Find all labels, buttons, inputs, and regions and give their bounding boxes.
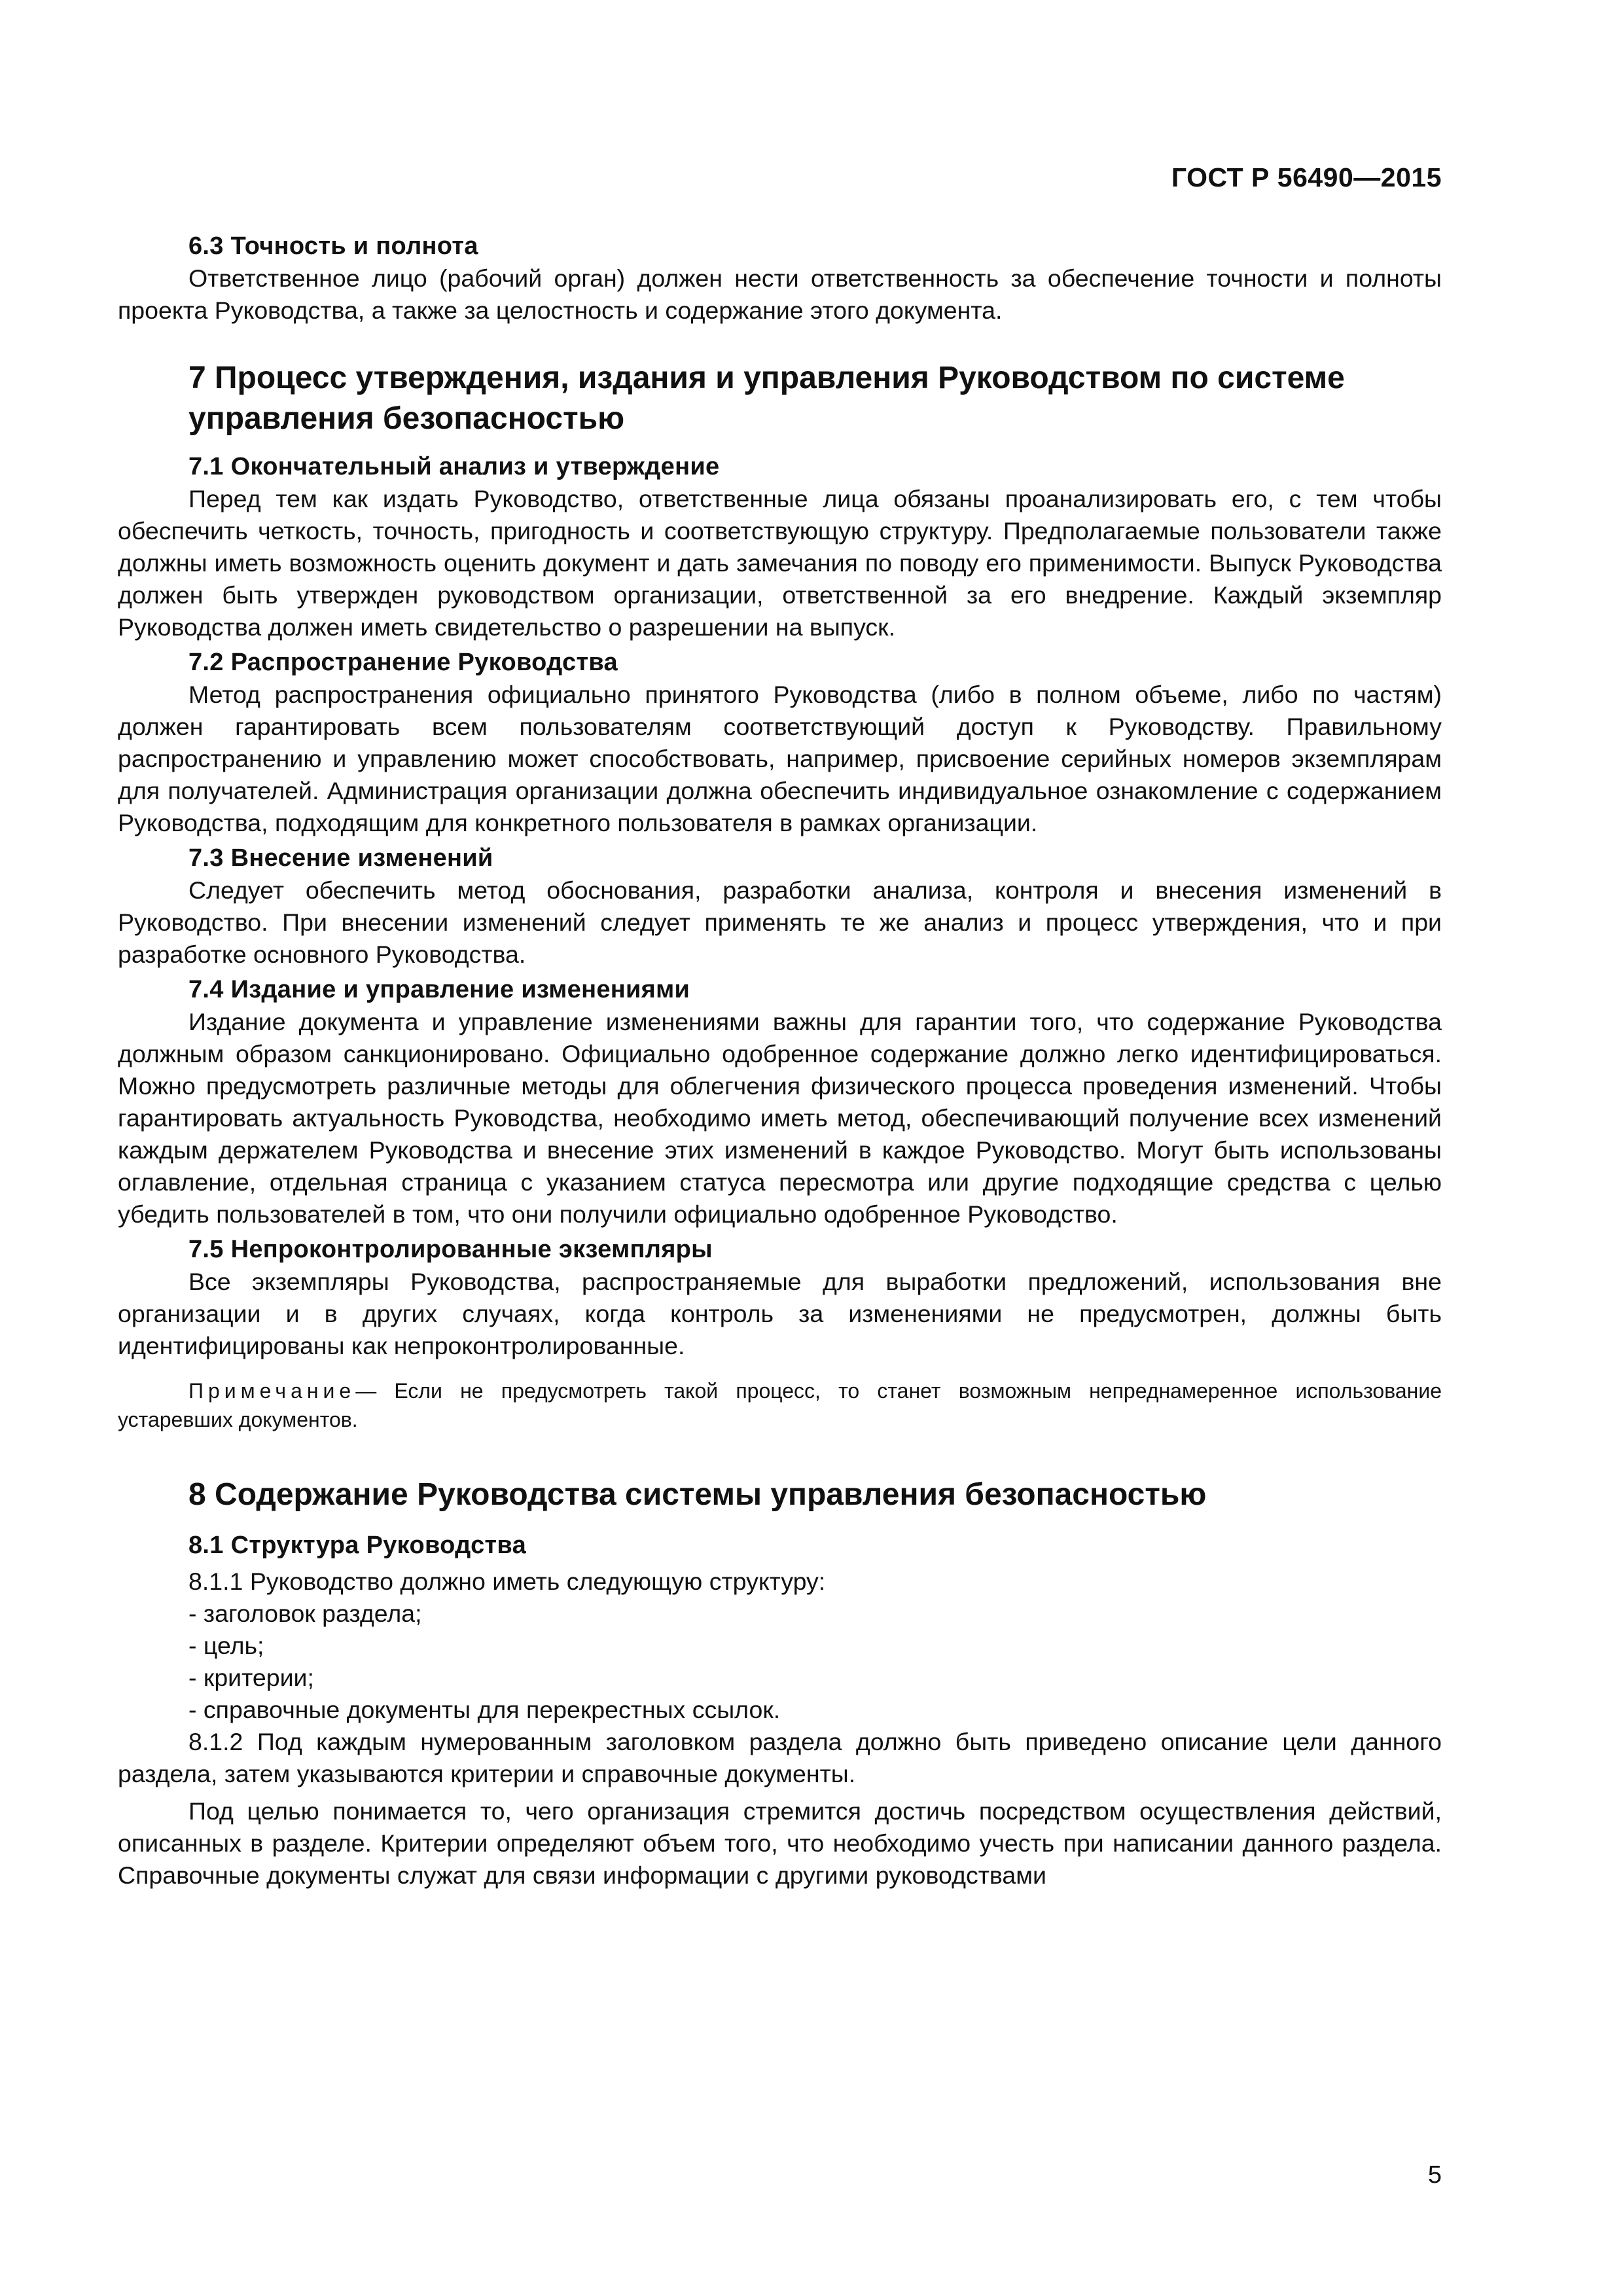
heading-7-5: 7.5 Непроконтролированные экземпляры bbox=[188, 1236, 713, 1263]
heading-8-1: 8.1 Структура Руководства bbox=[188, 1532, 527, 1559]
paragraph-7-5: Все экземпляры Руководства, распространяемые для выработки предложений, использования вне организации и в других случаях, когда контроль за изменениями не предусмотрен, должны быть идентифицированы как непроконтролированные. bbox=[118, 1268, 1442, 1359]
clause-8-1-1: 8.1.1 Руководство должно иметь следующую структуру: bbox=[188, 1568, 826, 1595]
document-page bbox=[118, 0, 1442, 2296]
paragraph-7-2: Метод распространения официально принятого Руководства (либо в полном объеме, либо по частям) должен гарантировать всем пользователям соответствующий доступ к Руководству. Правильному распространению и управлению может способствовать, например, присвоение серийных номеров экземплярам для получателей. Администрация организации должна обеспечить индивидуальное ознакомление с содержанием Руководства, подходящим для конкретного пользователя в рамках организации. bbox=[118, 681, 1442, 836]
paragraph-7-4: Издание документа и управление изменениями важны для гарантии того, что содержание Руководства должным образом санкционировано. Официально одобренное содержание должно легко идентифицироваться. Можно предусмотреть различные методы для облегчения физического процесса проведения изменений. Чтобы гарантировать актуальность Руководства, необходимо иметь метод, обеспечивающий получение всех изменений каждым держателем Руководства и внесение этих изменений в каждое Руководство. Могут быть использованы оглавление, отдельная страница с указанием статуса пересмотра или другие подходящие средства с целью убедить пользователей в том, что они получили официально одобренное Руководство. bbox=[118, 1008, 1442, 1228]
heading-7-1: 7.1 Окончательный анализ и утверждение bbox=[188, 453, 720, 480]
list-item: - критерии; bbox=[188, 1664, 314, 1691]
document-body bbox=[118, 230, 1442, 1892]
heading-7: 7 Процесс утверждения, издания и управления Руководством по системе управления безопасностью bbox=[188, 361, 1345, 436]
heading-6-3: 6.3 Точность и полнота bbox=[188, 232, 478, 260]
paragraph-7-3: Следует обеспечить метод обоснования, разработки анализа, контроля и внесения изменений в Руководство. При внесении изменений следует применять те же анализ и процесс утверждения, что и при разработке основного Руководства. bbox=[118, 876, 1442, 968]
heading-7-2: 7.2 Распространение Руководства bbox=[188, 649, 618, 676]
document-id-header: ГОСТ Р 56490—2015 bbox=[1171, 162, 1442, 192]
clause-8-1-2: 8.1.2 Под каждым нумерованным заголовком раздела должно быть приведено описание цели данного раздела, затем указываются критерии и справочные документы. bbox=[118, 1728, 1442, 1787]
list-item: - цель; bbox=[188, 1632, 264, 1659]
page-number: 5 bbox=[1427, 2161, 1442, 2189]
note-label: Примечание bbox=[188, 1379, 356, 1403]
paragraph-6-3: Ответственное лицо (рабочий орган) должен нести ответственность за обеспечение точности и полноты проекта Руководства, а также за целостность и содержание этого документа. bbox=[118, 264, 1442, 324]
heading-7-4: 7.4 Издание и управление изменениями bbox=[188, 976, 690, 1003]
heading-7-3: 7.3 Внесение изменений bbox=[188, 844, 493, 872]
list-item: - заголовок раздела; bbox=[188, 1600, 422, 1627]
note-text: — Если не предусмотреть такой процесс, то станет возможным непреднамеренное использование устаревших документов. bbox=[118, 1379, 1442, 1431]
heading-8: 8 Содержание Руководства системы управления безопасностью bbox=[188, 1477, 1207, 1512]
paragraph-7-1: Перед тем как издать Руководство, ответственные лица обязаны проанализировать его, с тем чтобы обеспечить четкость, точность, пригодность и соответствующую структуру. Предполагаемые пользователи также должны иметь возможность оценить документ и дать замечания по поводу его применимости. Выпуск Руководства должен быть утвержден руководством организации, ответственной за его внедрение. Каждый экземпляр Руководства должен иметь свидетельство о разрешении на выпуск. bbox=[118, 485, 1442, 641]
note-7-5 bbox=[118, 1376, 1442, 1434]
list-item: - справочные документы для перекрестных ссылок. bbox=[188, 1696, 781, 1723]
paragraph-8-1-purpose: Под целью понимается то, чего организация стремится достичь посредством осуществления действий, описанных в разделе. Критерии определяют объем того, что необходимо учесть при написании данного раздела. Справочные документы служат для связи информации с другими руководствами bbox=[118, 1797, 1442, 1889]
